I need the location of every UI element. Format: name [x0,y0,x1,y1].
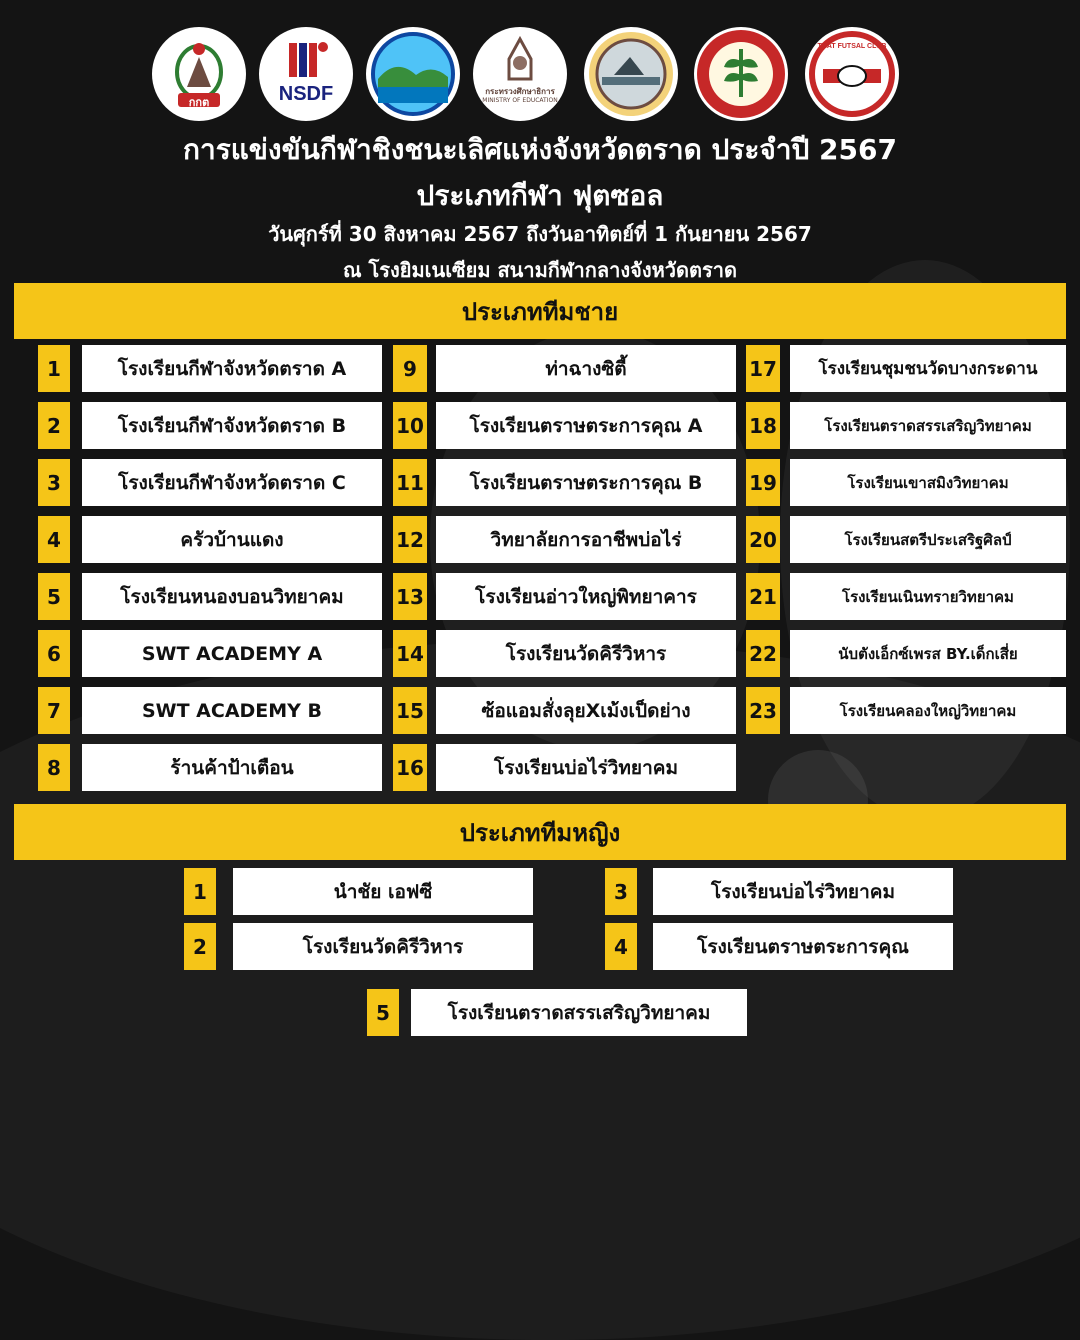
team-number: 21 [746,573,780,620]
team-name: โรงเรียนกีฬาจังหวัดตราด B [82,402,382,449]
women-section-heading: ประเภททีมหญิง [459,818,621,847]
team-name: โรงเรียนคลองใหญ่วิทยาคม [790,687,1066,734]
team-name: โรงเรียนสตรีประเสริฐศิลป์ [790,516,1066,563]
team-number: 23 [746,687,780,734]
team-number: 17 [746,345,780,392]
team-name: วิทยาลัยการอาชีพบ่อไร่ [436,516,736,563]
team-number: 3 [38,459,70,506]
sport-type-title: ประเภทกีฬา ฟุตซอล [416,179,664,212]
team-name: โรงเรียนตราษตระการคุณ A [436,402,736,449]
team-name: ครัวบ้านแดง [82,516,382,563]
team-number: 9 [393,345,427,392]
team-number: 5 [38,573,70,620]
team-number: 19 [746,459,780,506]
team-name: โรงเรียนอ่าวใหญ่พิทยาคาร [436,573,736,620]
team-number: 10 [393,402,427,449]
team-name: ร้านค้าป้าเตือน [82,744,382,791]
nsdf-flag-icon [259,27,353,121]
ministry-thai-text: กระทรวงศึกษาธิการ [485,87,555,96]
team-number: 16 [393,744,427,791]
venue-line: ณ โรงยิมเนเซียม สนามกีฬากลางจังหวัดตราด [343,258,737,282]
team-number: 2 [38,402,70,449]
elephant-crest-icon [805,27,899,121]
team-number: 1 [184,868,216,915]
team-name: SWT ACADEMY A [82,630,382,677]
team-name: โรงเรียนบ่อไร่วิทยาคม [436,744,736,791]
team-name: โรงเรียนบ่อไร่วิทยาคม [653,868,953,915]
team-number: 5 [367,989,399,1036]
team-number: 3 [605,868,637,915]
team-number: 6 [38,630,70,677]
trat-futsal-club-text: TRAT FUTSAL CLUB [817,43,887,50]
seascape-emblem-icon [366,27,460,121]
trat-province-logo [584,27,678,121]
team-number: 22 [746,630,780,677]
women-section-banner [14,804,1066,860]
ministry-english-text: MINISTRY OF EDUCATION [482,97,558,104]
team-name: นับตังเอ็กซ์เพรส BY.เด็กเสี่ย [790,630,1066,677]
team-number: 15 [393,687,427,734]
team-name: โรงเรียนเขาสมิงวิทยาคม [790,459,1066,506]
kkt-logo-text: กกต [188,96,210,109]
team-name: โรงเรียนกีฬาจังหวัดตราด C [82,459,382,506]
sponsor-logos [0,27,1080,123]
team-number: 12 [393,516,427,563]
ministry-education-logo [473,27,567,121]
team-number: 7 [38,687,70,734]
team-name: ซ้อแอมสั่งลุยXเม้งเป็ดย่าง [436,687,736,734]
ministry-emblem-icon [473,27,567,121]
team-name: โรงเรียนวัดคิรีวิหาร [436,630,736,677]
team-name: โรงเรียนวัดคิรีวิหาร [233,923,533,970]
team-number: 2 [184,923,216,970]
men-section-heading: ประเภททีมชาย [461,297,619,326]
team-name: โรงเรียนกีฬาจังหวัดตราด A [82,345,382,392]
provincial-admin-logo [694,27,788,121]
nsdf-logo-text: NSDF [278,83,334,105]
team-name: โรงเรียนตราษตระการคุณ B [436,459,736,506]
date-line: วันศุกร์ที่ 30 สิงหาคม 2567 ถึงวันอาทิตย์ที่ 1 กันยายน 2567 [268,222,812,246]
team-name: โรงเรียนตราษตระการคุณ [653,923,953,970]
team-number: 8 [38,744,70,791]
team-name: โรงเรียนชุมชนวัดบางกระดาน [790,345,1066,392]
team-name: โรงเรียนหนองบอนวิทยาคม [82,573,382,620]
provincial-sports-logo [366,27,460,121]
team-number: 18 [746,402,780,449]
kkt-logo [152,27,246,121]
team-number: 4 [38,516,70,563]
page-title: การแข่งขันกีฬาชิงชนะเลิศแห่งจังหวัดตราด ประจำปี 2567 [183,133,897,166]
men-section-banner [14,283,1066,339]
team-name: โรงเรียนเนินทรายวิทยาคม [790,573,1066,620]
team-name: SWT ACADEMY B [82,687,382,734]
team-name: โรงเรียนตราดสรรเสริญวิทยาคม [790,402,1066,449]
province-seal-icon [584,27,678,121]
plant-seal-icon [694,27,788,121]
team-name: นำชัย เอฟซี [233,868,533,915]
trat-futsal-club-logo [805,27,899,121]
team-number: 4 [605,923,637,970]
team-number: 13 [393,573,427,620]
team-number: 20 [746,516,780,563]
team-number: 11 [393,459,427,506]
team-number: 14 [393,630,427,677]
nsdf-logo [259,27,353,121]
team-name: ท่าฉางซิตี้ [436,345,736,392]
team-name: โรงเรียนตราดสรรเสริญวิทยาคม [411,989,747,1036]
team-number: 1 [38,345,70,392]
